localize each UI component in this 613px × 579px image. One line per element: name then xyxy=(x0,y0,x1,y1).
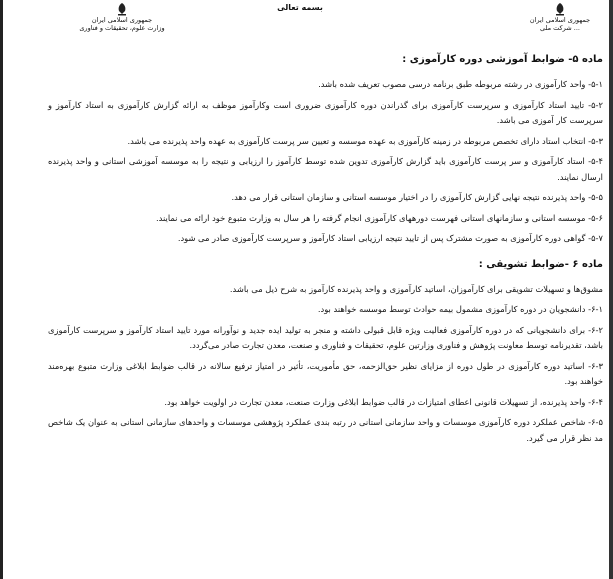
article-5-title: ماده ۵- ضوابط آموزشی دوره کارآموزی : xyxy=(402,54,603,65)
article-6-clause: ۶-۱- دانشجویان در دوره کارآموزی مشمول بیمه حوادث توسط موسسه خواهند بود. xyxy=(317,304,603,314)
article-5-clause: ۵-۵- واحد پذیرنده نتیجه نهایی گزارش کارآموزی را در اختیار موسسه استانی و سازمان استانی قرار می دهد. xyxy=(231,192,603,202)
article-6-clause: ۶-۴- واحد پذیرنده، از تسهیلات قانونی اعطای امتیازات در قالب ضوابط ابلاغی وزارت صنعت، معدن تجارت در اولویت خواهد بود. xyxy=(164,396,603,407)
article-6-clause: ۶-۵- شاخص عملکرد دوره کارآموزی موسسات و واحد سازمانی استانی در رتبه بندی عملکرد پژوهشی موسسات و واحدهای سازمانی استانی به عنوان یک شاخص مد نظر قرار می گیرد. xyxy=(48,417,603,443)
article-6-clause: ۶-۳- اساتید دوره کارآموزی در طول دوره از مزایای نظیر حق‌الزحمه، حق مأموریت، تأثیر در امتیاز ترفیع سالانه در قالب ضوابط ابلاغی وزارت متبوع بهره‌مند خواهند بود. xyxy=(48,360,603,386)
scan-edge-right xyxy=(609,0,613,579)
header-right-logo xyxy=(525,2,595,32)
article-5-clause: ۵-۴- استاد کارآموزی و سر پرست کارآموزی باید گزارش کارآموزی تدوین شده توسط کارآموز را ارزیابی و نتیجه را به موسسه آموزشی استانی و واحد پذیرنده ارسال نمایند. xyxy=(48,156,603,182)
header-right-line-1: جمهوری اسلامی ایران xyxy=(529,16,591,24)
document-body xyxy=(48,48,603,451)
article-5-clause: ۵-۲- تایید استاد کارآموزی و سرپرست کارآموزی برای گذراندن دوره کارآموزی ضروری است وکارآموز موظف به ارائه گزارش کارآموزی به استاد کارآموز و سرپرست کار آموزی می باشد. xyxy=(48,99,603,125)
article-6-intro: مشوق‌ها و تسهیلات تشویقی برای کارآموزان، اساتید کارآموزی و واحد پذیرنده کارآموز به شرح ذیل می باشد. xyxy=(229,283,603,294)
header-left-line-2: وزارت علوم، تحقیقات و فناوری xyxy=(79,24,165,32)
emblem-icon xyxy=(552,2,568,16)
article-5-clause: ۵-۷- گواهی دوره کارآموزی به صورت مشترک پس از تایید نتیجه ارزیابی استاد کارآموز و سرپرست کارآموزی صادر می شود. xyxy=(177,233,603,243)
header-bismillah: بسمه تعالی xyxy=(277,3,323,12)
article-6-clause: ۶-۲- برای دانشجویانی که در دوره کارآموزی فعالیت ویژه قابل قبولی داشته و منجر به تولید ایده جدید و نوآورانه مورد تایید استاد کارآموز و سرپرست کارآموزی باشد، تقدیرنامه توسط معاونت پژوهش و فناوری وزارتین علوم، تحقیقات و فناوری و صنعت، معدن تجارت صادر می‌گردد. xyxy=(48,324,603,350)
article-5-clause: ۵-۱- واحد کارآموزی در رشته مربوطه طبق برنامه درسی مصوب تعریف شده باشد. xyxy=(318,79,603,89)
scan-edge-left xyxy=(0,0,3,579)
article-5-clause: ۵-۳- انتخاب استاد دارای تخصص مربوطه در زمینه کارآموزی به عهده موسسه و تعیین سر پرست کارآموزی به عهده واحد پذیرنده می باشد. xyxy=(127,135,603,146)
header-right-line-2: شرکت ملی ... xyxy=(540,24,580,32)
article-6-title: ماده ۶ -ضوابط تشویقی : xyxy=(478,258,603,270)
header-left-logo xyxy=(72,2,172,32)
article-5-clause: ۵-۶- موسسه استانی و سازمانهای استانی فهرست دورههای کارآموزی انجام گرفته را هر سال به وزارت متبوع خود ارائه می نمایند. xyxy=(156,212,603,223)
header-left-line-1: جمهوری اسلامی ایران xyxy=(91,16,153,24)
emblem-icon xyxy=(114,2,130,16)
